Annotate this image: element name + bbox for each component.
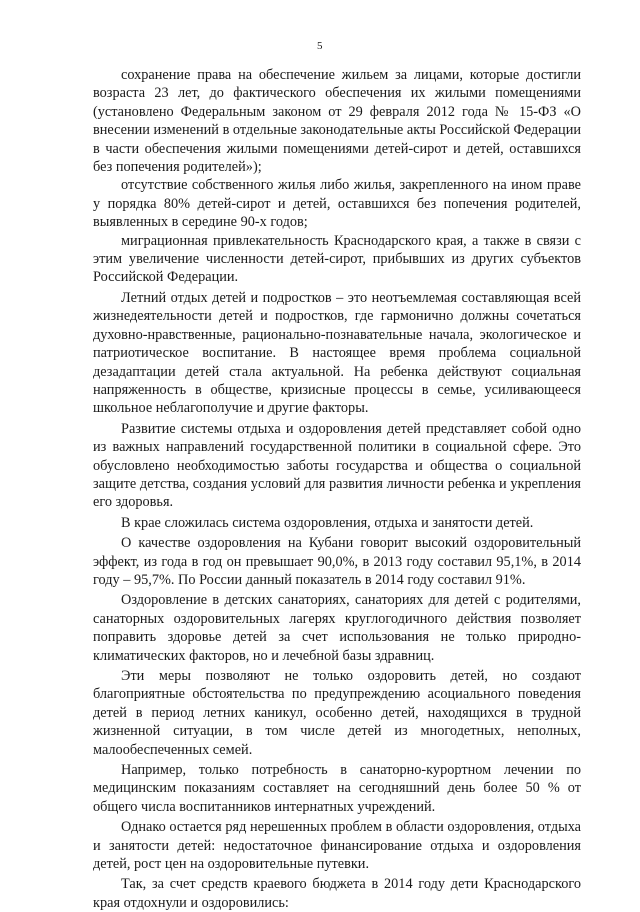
paragraph-measures: Эти меры позволяют не только оздоровить детей, но создают благоприятные обстоятельства по предупреждению асоциального поведения детей в период летних каникул, особенно детей, находящихся в трудной жизненной ситуации, в том числе детей из многодетных, неполных, малообеспеченных семей. (93, 668, 581, 758)
paragraph-system-development: Развитие системы отдыха и оздоровления детей представляет собой одно из важных направлений государственной политики в социальной сфере. Это обусловлено необходимостью заботы государства и общества о социальной защите детства, создания условий для развития личности ребенка и укрепления его здоровья. (93, 420, 581, 511)
paragraph-example-need: Например, только потребность в санаторно-курортном лечении по медицинским показаниям составляет на сегодняшний день более 50 % от общего числа воспитанников интернатных учреждений. (93, 762, 581, 815)
paragraph-housing-rights: сохранение права на обеспечение жильем за лицами, которые достигли возраста 23 лет, до фактического обеспечения их жилыми помещениями (установлено Федеральным законом от 29 февраля 2012 года № 15-ФЗ «О внесении изменений в отдельные законодательные акты Российской Федерации в части обеспечения жилыми помещениями детей-сирот и детей, оставшихся без попечения родителей»); (93, 67, 581, 176)
page-number: 5 (317, 40, 323, 52)
paragraph-quality-kuban: О качестве оздоровления на Кубани говорит высокий оздоровительный эффект, из года в год он превышает 90,0%, в 2013 году составил 95,1%, в 2014 году – 95,7%. По России данный показатель в 2014 году составил 91%. (93, 535, 581, 588)
document-body (93, 66, 581, 912)
paragraph-migration: миграционная привлекательность Краснодарского края, а также в связи с этим увеличение численности детей-сирот, прибывших из других субъектов Российской Федерации. (93, 232, 581, 286)
paragraph-regional-budget: Так, за счет средств краевого бюджета в 2014 году дети Краснодарского края отдохнули и оздоровились: (93, 876, 581, 911)
paragraph-sanatoriums: Оздоровление в детских санаториях, санаториях для детей с родителями, санаторных оздоровительных лагерях круглогодичного действия позволяет поправить здоровье детей за счет использования не только природно-климатических факторов, но и лечебной базы здравниц. (93, 592, 581, 664)
paragraph-regional-system: В крае сложилась система оздоровления, отдыха и занятости детей. (121, 514, 534, 531)
paragraph-summer-rest: Летний отдых детей и подростков – это неотъемлемая составляющая всей жизнедеятельности детей и подростков, где гармонично должны сочетаться духовно-нравственные, рационально-познавательные начала, экологическое и патриотическое воспитание. В настоящее время проблема социальной дезадаптации детей стала актуальной. На ребенка действуют социальная напряженность в обществе, кризисные процессы в семье, усиливающееся школьное неблагополучие и другие факторы. (93, 289, 581, 417)
paragraph-unresolved-problems: Однако остается ряд нерешенных проблем в области оздоровления, отдыха и занятости детей: недостаточное финансирование отдыха и оздоровления детей, рост цен на оздоровительные путевки. (93, 819, 581, 873)
paragraph-no-housing: отсутствие собственного жилья либо жилья, закрепленного на ином праве у порядка 80% детей-сирот и детей, оставшихся без попечения родителей, выявленных в середине 90-х годов; (93, 177, 581, 231)
